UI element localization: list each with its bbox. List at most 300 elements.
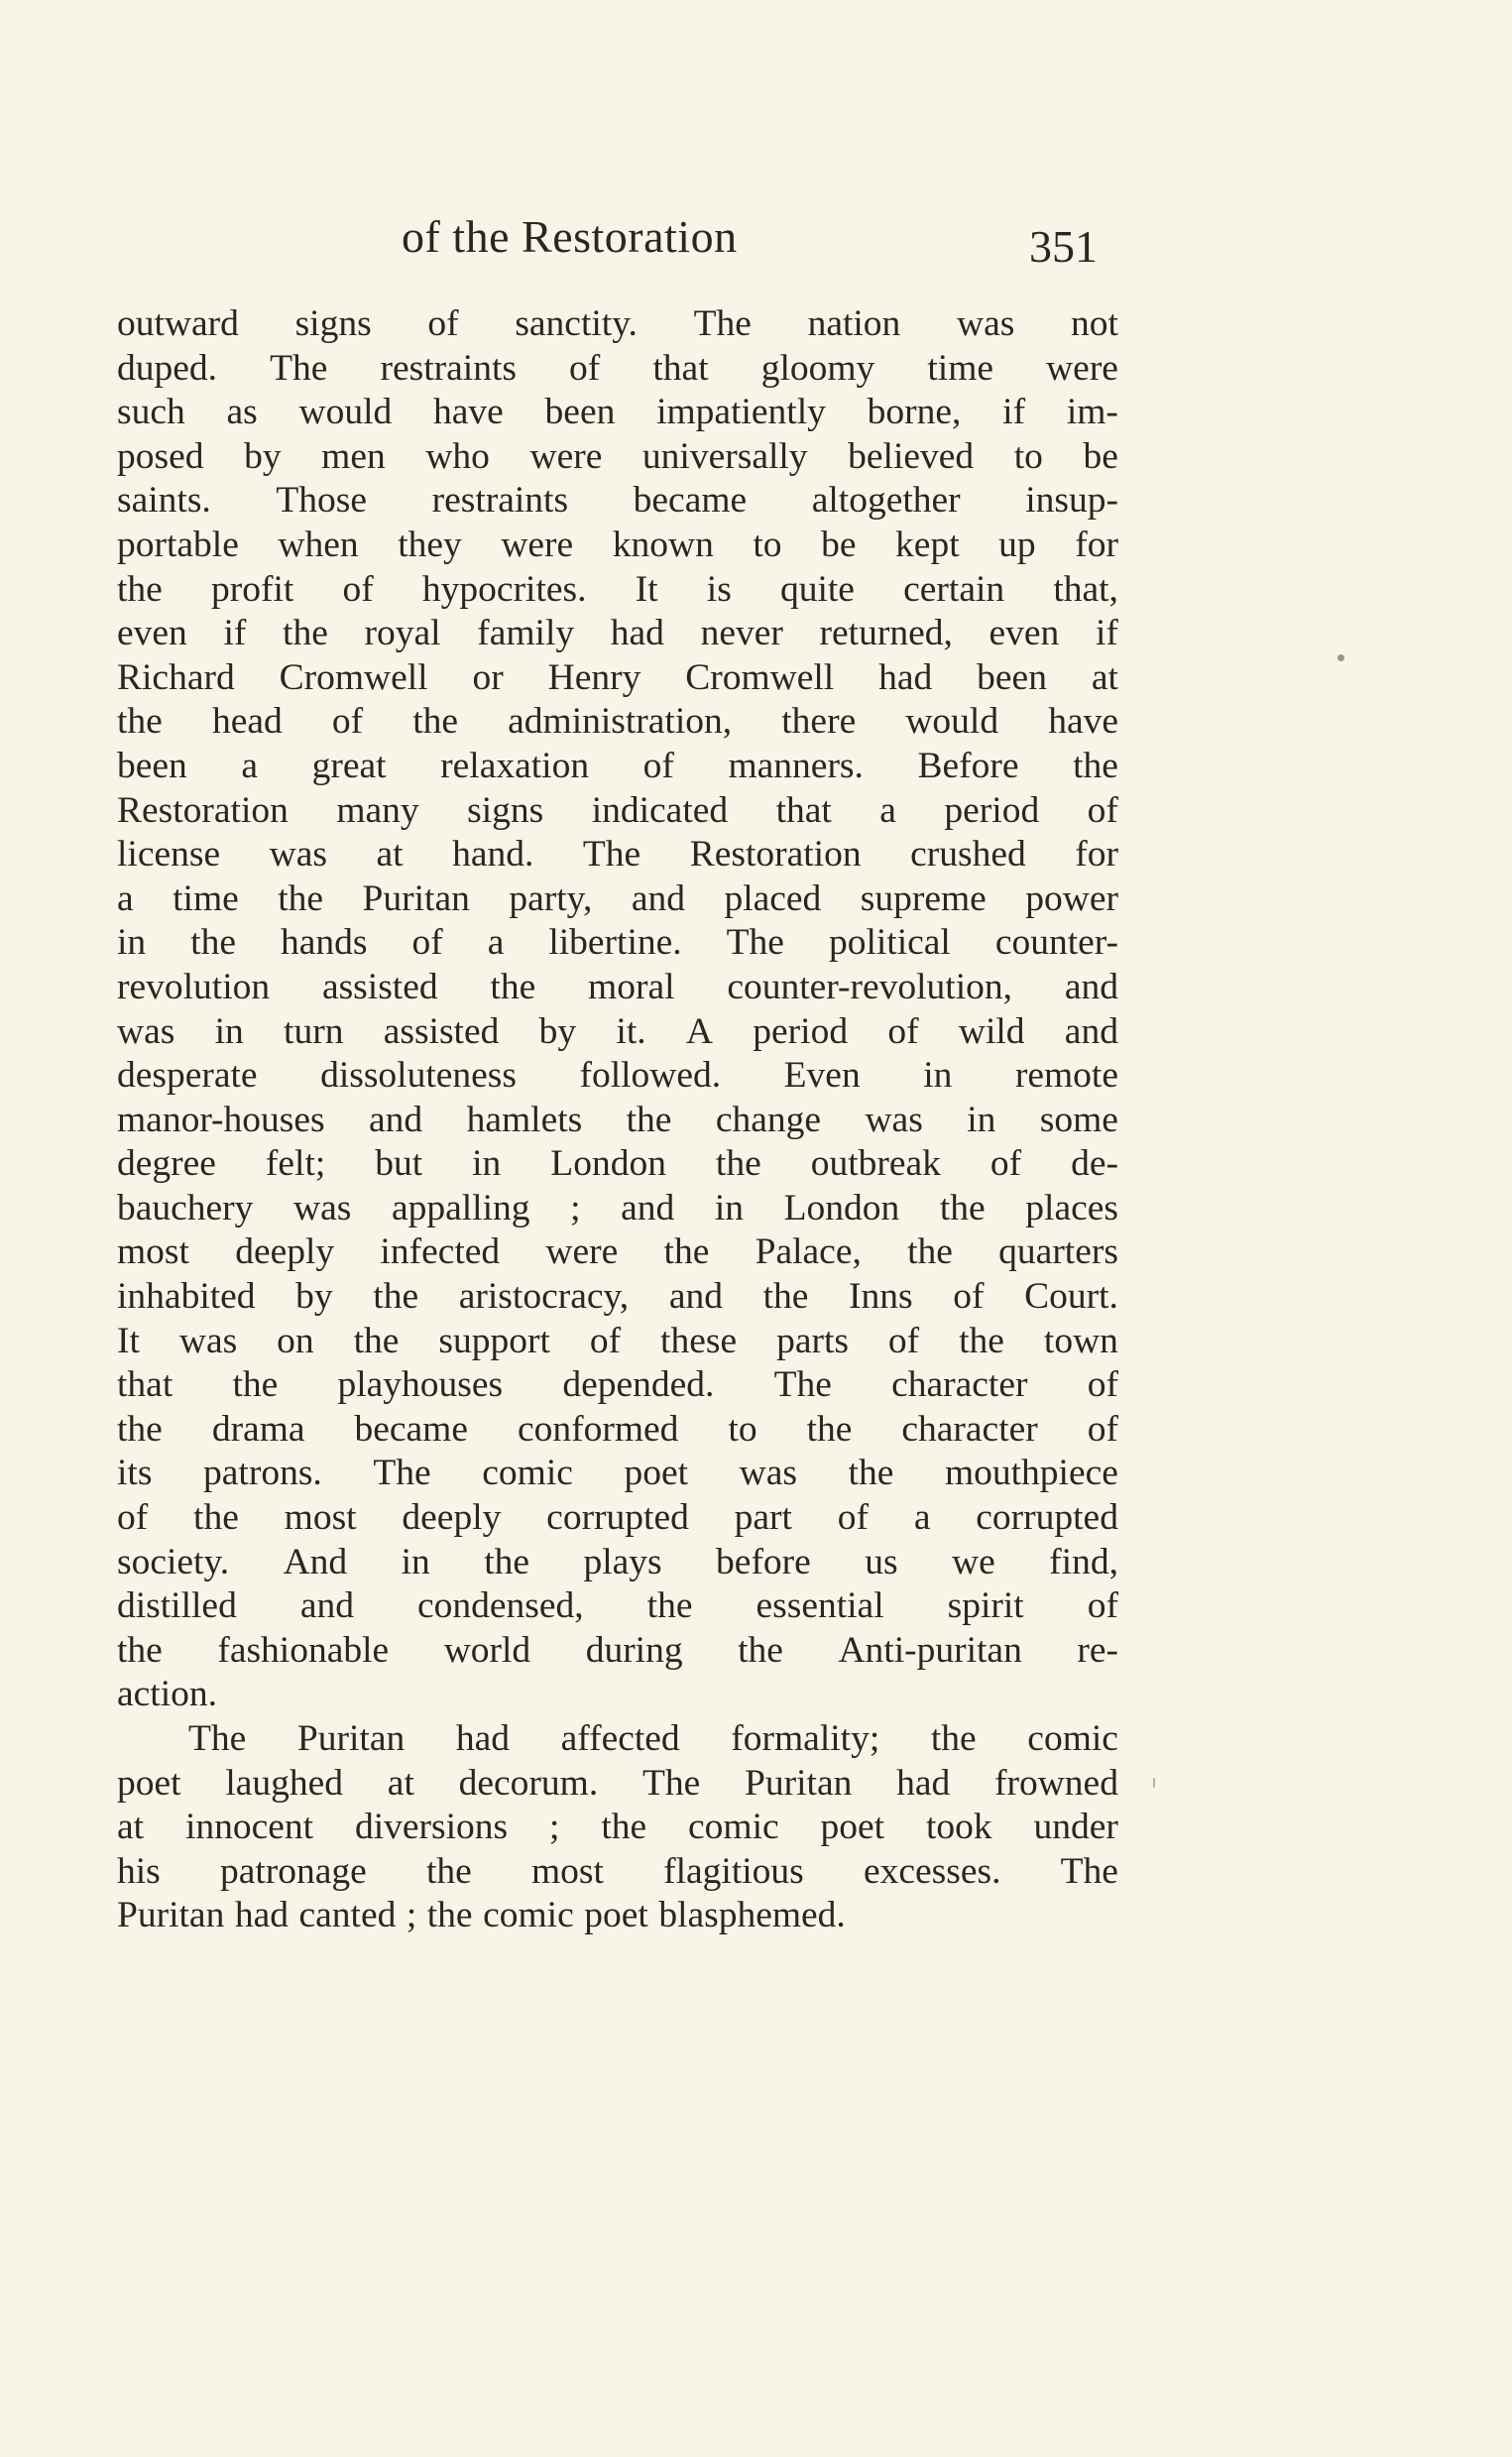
word: Inns: [849, 1276, 913, 1318]
text-line: [117, 568, 1118, 613]
word: at: [117, 1807, 145, 1848]
text-line: [117, 1717, 1118, 1762]
text-line: [117, 921, 1118, 966]
word: quite: [779, 568, 855, 610]
text-line: [117, 1099, 1118, 1143]
text-line: [117, 1320, 1118, 1364]
word: placed: [724, 878, 822, 919]
word: political: [828, 922, 951, 964]
word: before: [716, 1541, 811, 1582]
word: distilled: [117, 1585, 237, 1627]
word: the: [373, 1276, 419, 1318]
word: a: [487, 922, 505, 964]
word: portable: [117, 524, 239, 565]
word: by: [295, 1276, 333, 1318]
word: certain: [903, 568, 1005, 610]
word: counter-: [994, 922, 1118, 964]
text-line: [117, 1230, 1118, 1275]
word: crushed: [910, 834, 1026, 876]
word: of: [642, 745, 674, 786]
word: if: [1095, 613, 1118, 654]
word: at: [376, 834, 404, 876]
word: Restoration: [689, 834, 862, 876]
word: the: [484, 1541, 530, 1582]
word: to: [753, 524, 782, 565]
word: de-: [1071, 1143, 1118, 1185]
word: The: [373, 1453, 431, 1494]
word: most: [284, 1497, 357, 1539]
word: altogether: [811, 480, 961, 522]
word: the: [232, 1364, 279, 1406]
word: appalling: [391, 1187, 530, 1228]
text-line: [117, 1806, 1118, 1850]
word: canted: [298, 1895, 397, 1936]
word: the: [426, 1895, 473, 1936]
word: were: [1046, 347, 1118, 389]
word: it.: [616, 1010, 646, 1052]
word: been: [117, 745, 187, 786]
word: nation: [807, 303, 901, 344]
word: corrupted: [976, 1497, 1118, 1539]
text-line: [117, 789, 1118, 834]
word: London: [783, 1187, 900, 1228]
word: poet: [117, 1762, 181, 1804]
word: manor-houses: [117, 1099, 325, 1140]
word: the: [848, 1453, 894, 1494]
text-line: [117, 435, 1118, 480]
word: borne,: [867, 392, 962, 433]
word: excesses.: [863, 1850, 1001, 1892]
word: had: [896, 1762, 951, 1804]
word: they: [398, 524, 462, 565]
word: many: [336, 789, 419, 831]
word: condensed,: [417, 1585, 584, 1627]
word: known: [612, 524, 714, 565]
word: of: [887, 1010, 919, 1052]
word: great: [311, 745, 387, 786]
word: Cromwell: [685, 656, 835, 698]
word: for: [1075, 524, 1118, 565]
word: have: [1048, 701, 1118, 743]
word: during: [585, 1629, 683, 1671]
word: the: [715, 1143, 761, 1185]
word: was: [293, 1187, 352, 1228]
word: of: [342, 568, 374, 610]
word: Richard: [117, 656, 235, 698]
word: of: [427, 303, 459, 344]
word: ;: [406, 1895, 417, 1936]
word: the: [278, 878, 324, 919]
word: by: [244, 435, 282, 477]
word: by: [538, 1010, 577, 1052]
word: under: [1033, 1807, 1118, 1848]
word: fashionable: [217, 1629, 390, 1671]
word: impatiently: [656, 392, 826, 433]
word: family: [477, 613, 575, 654]
word: the: [190, 922, 236, 964]
word: It: [635, 568, 658, 610]
word: in: [214, 1010, 244, 1052]
word: insup-: [1025, 480, 1118, 522]
word: hamlets: [466, 1099, 583, 1140]
word: indicated: [591, 789, 729, 831]
text-line: [117, 833, 1118, 878]
word: the: [762, 1276, 809, 1318]
word: such: [117, 392, 185, 433]
word: his: [117, 1850, 161, 1892]
word: to: [1013, 435, 1043, 477]
text-line: [117, 745, 1118, 789]
word: comic: [688, 1807, 779, 1848]
paper-speck: [1338, 654, 1344, 661]
text-line: [117, 1054, 1118, 1099]
word: license: [117, 834, 221, 876]
word: for: [1075, 834, 1118, 876]
word: took: [925, 1807, 992, 1848]
word: Puritan: [362, 878, 470, 919]
word: Puritan: [745, 1762, 853, 1804]
word: would: [905, 701, 999, 743]
word: and: [668, 1276, 723, 1318]
word: a: [879, 789, 896, 831]
word: moral: [588, 966, 675, 1007]
text-line: [117, 524, 1118, 568]
text-line: [117, 966, 1118, 1010]
word: of: [331, 701, 364, 743]
word: The: [693, 303, 752, 344]
word: and: [369, 1099, 423, 1140]
text-line: [117, 1010, 1118, 1055]
word: the: [930, 1718, 977, 1759]
word: were: [501, 524, 574, 565]
word: administration,: [508, 701, 733, 743]
word: a: [241, 745, 259, 786]
word: restraints: [431, 480, 569, 522]
word: who: [425, 435, 490, 477]
word: the: [806, 1408, 853, 1450]
word: Puritan: [296, 1718, 406, 1759]
word: of: [589, 1320, 622, 1361]
word: deeply: [402, 1497, 502, 1539]
word: sanctity.: [515, 303, 638, 344]
word: if: [223, 613, 247, 654]
word: of: [411, 922, 443, 964]
word: decorum.: [458, 1762, 599, 1804]
word: innocent: [184, 1807, 314, 1848]
running-title: of the Restoration: [402, 211, 738, 262]
word: period: [753, 1010, 849, 1052]
word: the: [353, 1320, 400, 1361]
word: were: [545, 1231, 619, 1273]
text-line: [117, 1187, 1118, 1231]
word: hypocrites.: [421, 568, 587, 610]
word: blasphemed.: [658, 1895, 846, 1936]
word: plays: [583, 1541, 662, 1582]
word: spirit: [947, 1585, 1024, 1627]
word: the: [626, 1099, 672, 1140]
word: ;: [549, 1807, 560, 1848]
word: profit: [211, 568, 294, 610]
word: supreme: [860, 878, 987, 919]
text-line: [117, 1275, 1118, 1320]
text-line: [117, 1629, 1118, 1674]
word: of: [989, 1143, 1022, 1185]
word: have: [433, 392, 504, 433]
word: at: [387, 1762, 414, 1804]
word: in: [401, 1541, 430, 1582]
word: The: [773, 1364, 832, 1406]
word: frowned: [994, 1762, 1118, 1804]
word: turn: [284, 1010, 344, 1052]
word: restraints: [380, 347, 517, 389]
word: we: [952, 1541, 995, 1582]
word: the: [425, 1850, 472, 1892]
word: or: [472, 656, 504, 698]
word: diversions: [354, 1807, 509, 1848]
word: believed: [848, 435, 975, 477]
word: the: [117, 568, 163, 610]
text-line: [117, 656, 1118, 701]
word: re-: [1077, 1629, 1118, 1671]
word: at: [1091, 656, 1118, 698]
text-line: [117, 1363, 1118, 1408]
text-line: [117, 878, 1118, 922]
word: of: [1087, 1408, 1118, 1450]
word: society.: [117, 1541, 230, 1582]
word: that: [117, 1364, 174, 1406]
text-line: [117, 1762, 1118, 1807]
word: and: [299, 1585, 354, 1627]
word: had: [234, 1895, 289, 1936]
word: Henry: [547, 656, 641, 698]
word: places: [1025, 1187, 1118, 1228]
word: corrupted: [546, 1497, 689, 1539]
word: town: [1043, 1320, 1118, 1361]
word: patronage: [219, 1850, 367, 1892]
word: time: [173, 878, 239, 919]
word: had: [455, 1718, 511, 1759]
word: a: [913, 1497, 931, 1539]
text-line: [117, 479, 1118, 524]
paragraph: [117, 302, 1118, 1717]
word: men: [321, 435, 386, 477]
word: playhouses: [337, 1364, 504, 1406]
word: that: [652, 347, 709, 389]
word: degree: [117, 1143, 216, 1185]
word: ;: [570, 1187, 581, 1228]
word: royal: [364, 613, 441, 654]
text-line: [117, 1673, 1118, 1717]
word: change: [715, 1099, 822, 1140]
word: be: [1083, 435, 1118, 477]
word: inhabited: [117, 1276, 256, 1318]
word: of: [1087, 789, 1118, 831]
word: in: [714, 1187, 745, 1228]
word: The: [726, 922, 784, 964]
word: kept: [895, 524, 960, 565]
word: felt;: [265, 1143, 326, 1185]
text-line: [117, 700, 1118, 745]
word: find,: [1049, 1541, 1118, 1582]
text-line: [117, 1894, 1118, 1938]
word: is: [706, 568, 732, 610]
word: up: [998, 524, 1036, 565]
word: depended.: [562, 1364, 715, 1406]
word: revolution: [117, 966, 271, 1007]
word: of: [887, 1320, 920, 1361]
word: aristocracy,: [458, 1276, 630, 1318]
word: the: [193, 1497, 239, 1539]
word: poet: [584, 1895, 648, 1936]
word: Court.: [1024, 1276, 1118, 1318]
word: party,: [509, 878, 593, 919]
word: character: [891, 1364, 1028, 1406]
word: of: [117, 1497, 149, 1539]
word: part: [734, 1497, 792, 1539]
word: but: [375, 1143, 423, 1185]
word: Before: [917, 745, 1019, 786]
word: the: [283, 613, 328, 654]
word: poet: [624, 1453, 689, 1494]
word: London: [550, 1143, 666, 1185]
word: been: [544, 392, 616, 433]
word: be: [821, 524, 857, 565]
word: power: [1025, 878, 1118, 919]
word: the: [646, 1585, 693, 1627]
word: character: [901, 1408, 1038, 1450]
word: laughed: [225, 1762, 344, 1804]
word: outbreak: [810, 1143, 941, 1185]
word: The: [582, 834, 641, 876]
word: the: [601, 1807, 647, 1848]
word: Restoration: [117, 789, 289, 831]
word: followed.: [579, 1055, 722, 1097]
word: It: [117, 1320, 140, 1361]
word: time: [927, 347, 994, 389]
word: The: [641, 1762, 701, 1804]
word: The: [1060, 1850, 1118, 1892]
word: signs: [467, 789, 544, 831]
word: if: [1002, 392, 1026, 433]
word: and: [1064, 1010, 1118, 1052]
word: im-: [1066, 392, 1118, 433]
page-number: 351: [1029, 221, 1098, 272]
word: assisted: [383, 1010, 500, 1052]
word: most: [531, 1850, 604, 1892]
word: the: [412, 701, 459, 743]
word: some: [1039, 1099, 1118, 1140]
word: counter-revolution,: [727, 966, 1013, 1007]
word: signs: [294, 303, 372, 344]
word: infected: [380, 1231, 501, 1273]
word: remote: [1014, 1055, 1118, 1097]
word: patrons.: [203, 1453, 322, 1494]
word: poet: [820, 1807, 885, 1848]
word: these: [660, 1320, 738, 1361]
text-line: [117, 1452, 1118, 1496]
word: affected: [560, 1718, 680, 1759]
word: the: [117, 1629, 163, 1671]
word: that,: [1053, 568, 1118, 610]
word: drama: [211, 1408, 305, 1450]
word: the: [490, 966, 536, 1007]
word: hand.: [452, 834, 534, 876]
word: flagitious: [663, 1850, 804, 1892]
word: the: [939, 1187, 986, 1228]
word: support: [438, 1320, 550, 1361]
word: comic: [483, 1895, 574, 1936]
word: when: [278, 524, 359, 565]
word: of: [953, 1276, 985, 1318]
word: Anti-puritan: [838, 1629, 1022, 1671]
word: world: [443, 1629, 531, 1671]
word: most: [117, 1231, 189, 1273]
text-line: [117, 1850, 1118, 1895]
word: and: [1064, 966, 1118, 1007]
word: even: [989, 613, 1060, 654]
text-line: [117, 347, 1118, 392]
word: the: [959, 1320, 1004, 1361]
word: in: [923, 1055, 953, 1097]
word: was: [178, 1320, 238, 1361]
word: The: [188, 1718, 247, 1759]
text-line: [117, 302, 1118, 347]
text-line: [117, 1142, 1118, 1187]
word: period: [944, 789, 1040, 831]
word: conformed: [517, 1408, 679, 1450]
word: A: [685, 1010, 713, 1052]
word: of: [837, 1497, 870, 1539]
text-line: [117, 1496, 1118, 1541]
word: Even: [783, 1055, 861, 1097]
word: gloomy: [760, 347, 875, 389]
word: was: [269, 834, 327, 876]
word: its: [117, 1453, 153, 1494]
word: in: [967, 1099, 996, 1140]
word: was: [865, 1099, 923, 1140]
word: even: [117, 613, 187, 654]
word: as: [226, 392, 258, 433]
word: in: [117, 922, 147, 964]
word: not: [1071, 303, 1118, 344]
word: parts: [776, 1320, 849, 1361]
word: to: [728, 1408, 757, 1450]
word: the: [117, 701, 163, 743]
word: comic: [482, 1453, 573, 1494]
word: of: [569, 347, 601, 389]
paper-speck: [1153, 1778, 1155, 1788]
word: And: [283, 1541, 348, 1582]
word: Puritan: [117, 1895, 225, 1936]
word: was: [957, 303, 1015, 344]
word: comic: [1027, 1718, 1118, 1759]
word: that: [775, 789, 832, 831]
word: of: [1087, 1364, 1118, 1406]
word: would: [298, 392, 393, 433]
word: never: [700, 613, 783, 654]
word: were: [529, 435, 603, 477]
word: us: [865, 1541, 898, 1582]
word: the: [738, 1629, 783, 1671]
word: the: [907, 1231, 953, 1273]
word: libertine.: [548, 922, 682, 964]
word: outward: [117, 303, 239, 344]
word: been: [977, 656, 1047, 698]
word: the: [117, 1408, 163, 1450]
word: assisted: [321, 966, 438, 1007]
word: relaxation: [440, 745, 590, 786]
word: the: [1073, 745, 1118, 786]
